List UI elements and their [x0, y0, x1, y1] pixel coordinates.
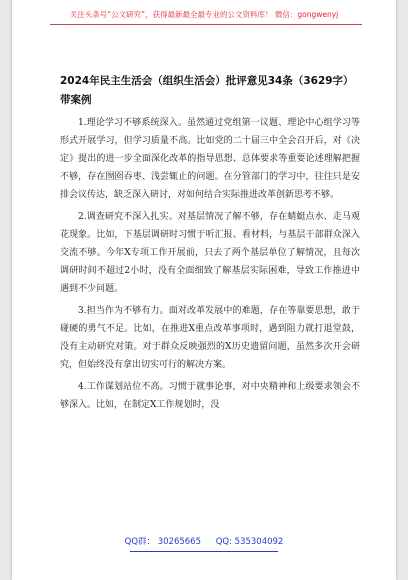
paragraph-3: 3.担当作为不够有力。面对改革发展中的难题，存在等靠要思想，敢于碰硬的勇气不足。比如，在推进X重点改革事项时，遇到阻力就打退堂鼓，没有主动研究对策。对于群众反映强烈的X历史遗留问题，虽然多次开会研究，但始终没有拿出切实可行的解决方案。: [60, 306, 360, 370]
header-divider: [50, 24, 362, 25]
paragraph-2: 2.调查研究不深入扎实。对基层情况了解不够，存在蜻蜓点水、走马观花现象。比如，下基层调研时习惯于听汇报、看材料，与基层干部群众深入交流不够。今年X专项工作开展前，只去了两个基层单位了解情况，且每次调研时间不超过2小时，没有全面细致了解基层实际困难，导致工作推进中遇到不少问题。: [60, 212, 360, 294]
header-note: 关注头条号“公文研究”，获得最新最全最专业的公文资料库！ 微信：gongwenyj: [69, 10, 339, 19]
document-page: [12, 0, 396, 580]
footer-underline: [130, 551, 278, 552]
paragraph-1: 1.理论学习不够系统深入。虽然通过党组第一议题、理论中心组学习等形式开展学习，但学习质量不高。比如党的二十届三中全会召开后，对《决定》提出的进一步全面深化改革的指导思想、总体要求等重要论述理解把握不够，存在囫囵吞枣、浅尝辄止的问题。在分管部门的学习中，往往只是安排会议传达，缺乏深入研讨，对如何结合实际推进改革创新思考不够。: [60, 118, 360, 200]
document-body: [60, 114, 360, 418]
footer-contacts: [12, 536, 396, 548]
document-title: 2024年民主生活会（组织生活会）批评意见34条（3629字）带案例: [60, 75, 354, 106]
footer-qq-group: QQ群： 30265665: [124, 537, 202, 547]
paragraph-4: 4.工作谋划站位不高。习惯于就事论事，对中央精神和上级要求领会不够深入。比如，在制定X工作规划时，没: [60, 382, 360, 410]
footer-qq: QQ: 535304092: [215, 537, 284, 547]
